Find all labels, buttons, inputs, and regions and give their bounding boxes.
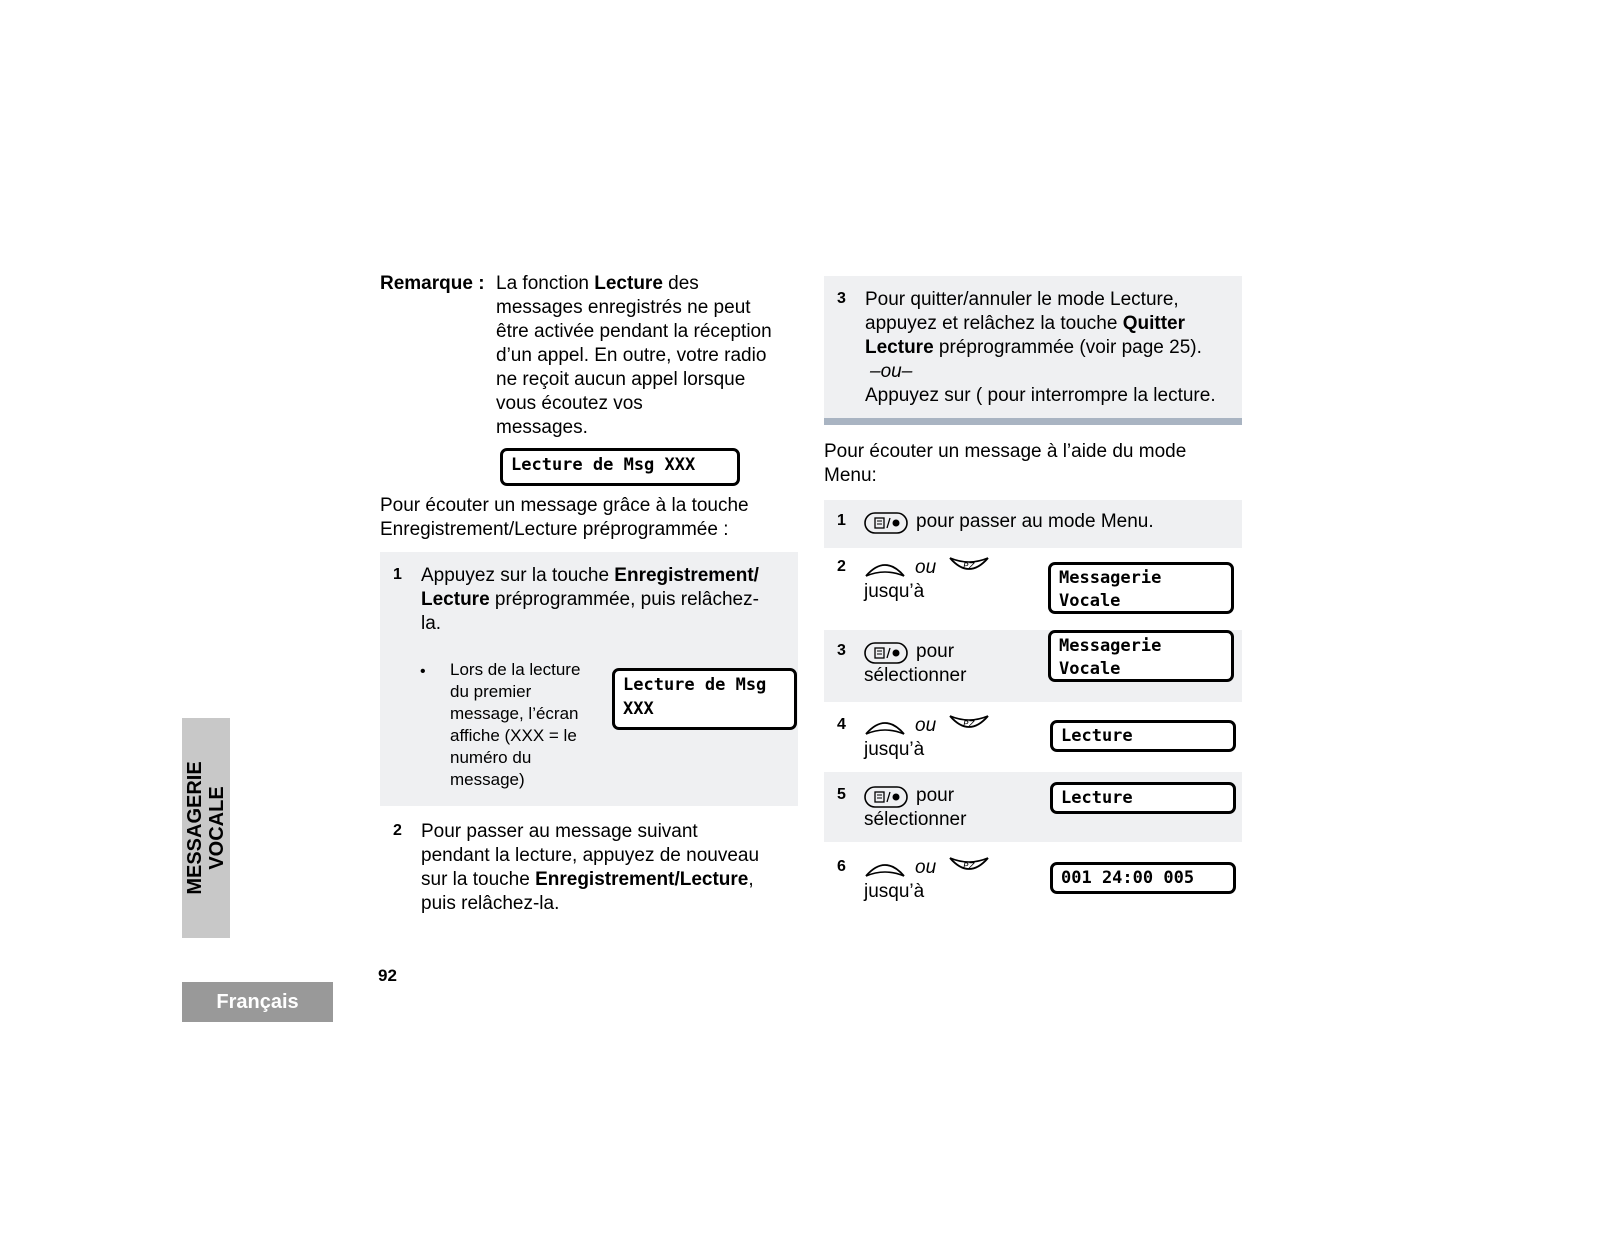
bullet-line-3: message, l’écran: [450, 704, 579, 723]
intro-left-line-2: Enregistrement/Lecture préprogrammée :: [380, 519, 729, 540]
step-2-number: 2: [393, 822, 402, 839]
intro-right-line-2: Menu:: [824, 465, 877, 486]
menu-step-2-display: Messagerie Vocale: [1048, 562, 1234, 614]
menu-step-1-number: 1: [837, 512, 846, 529]
scroll-up-icon: [864, 556, 906, 578]
menu-step-3-text-1: pour: [916, 641, 955, 662]
svg-text:PZ: PZ: [963, 562, 975, 572]
section-side-tab-label: [184, 761, 228, 894]
menu-step-2-or: ou: [915, 557, 937, 578]
language-tab: Français: [182, 982, 333, 1022]
scroll-down-icon: [948, 556, 990, 578]
page-number: 92: [378, 966, 397, 985]
bullet-mark: •: [420, 663, 426, 680]
note-line-5: ne reçoit aucun appel lorsque: [496, 369, 746, 390]
menu-step-3-text-2: sélectionner: [864, 665, 967, 686]
menu-select-icon: [864, 786, 908, 808]
right-step-3-rule: [824, 418, 1242, 425]
side-tab-line-1: MESSAGERIE: [184, 761, 206, 895]
step-1-number: 1: [393, 566, 402, 583]
scroll-up-icon: [864, 714, 906, 736]
step-1-line-2: Lecture préprogrammée, puis relâchez-: [421, 589, 759, 610]
menu-step-3-number: 3: [837, 642, 846, 659]
svg-text:PZ: PZ: [963, 720, 975, 730]
menu-step-6-or: ou: [915, 857, 937, 878]
menu-step-4-number: 4: [837, 716, 846, 733]
note-line-4: d’un appel. En outre, votre radio: [496, 345, 767, 366]
step-2-line-1: Pour passer au message suivant: [421, 821, 698, 842]
note-display: Lecture de Msg XXX: [500, 448, 740, 486]
menu-step-1-text: pour passer au mode Menu.: [916, 511, 1154, 532]
bullet-line-1: Lors de la lecture: [450, 660, 581, 679]
intro-left-line-1: Pour écouter un message grâce à la touche: [380, 495, 749, 516]
right-step-3-number: 3: [837, 290, 846, 307]
menu-step-5-display: Lecture: [1050, 782, 1236, 814]
note-line-3: être activée pendant la réception: [496, 321, 772, 342]
note-line-7: messages.: [496, 417, 588, 438]
menu-step-5-text-1: pour: [916, 785, 955, 806]
bullet-line-2: du premier: [450, 682, 532, 701]
menu-step-4-text: jusqu’à: [864, 739, 925, 760]
right-step-3-line-1: Pour quitter/annuler le mode Lecture,: [865, 289, 1179, 310]
menu-step-4-or: ou: [915, 715, 937, 736]
bullet-line-6: message): [450, 770, 525, 789]
step-2-line-3: sur la touche Enregistrement/Lecture,: [421, 869, 754, 890]
bullet-line-5: numéro du: [450, 748, 532, 767]
menu-step-6-text: jusqu’à: [864, 881, 925, 902]
menu-step-2-text: jusqu’à: [864, 581, 925, 602]
section-side-tab: [182, 718, 230, 938]
right-step-3-or: –ou–: [870, 361, 913, 382]
note-line-1: La fonction Lecture des: [496, 273, 699, 294]
intro-right-line-1: Pour écouter un message à l’aide du mode: [824, 441, 1187, 462]
note-line-2: messages enregistrés ne peut: [496, 297, 751, 318]
menu-select-icon: [864, 512, 908, 534]
note-line-6: vous écoutez vos: [496, 393, 643, 414]
note-label: Remarque :: [380, 273, 485, 294]
menu-step-6-display: 001 24:00 005: [1050, 862, 1236, 894]
menu-step-3-display: Messagerie Vocale: [1048, 630, 1234, 682]
right-step-3-line-5: Appuyez sur ( pour interrompre la lecture.: [865, 385, 1216, 406]
step-1-line-3: la.: [421, 613, 442, 634]
side-tab-line-2: VOCALE: [206, 786, 228, 870]
right-step-3-line-3: Lecture préprogrammée (voir page 25).: [865, 337, 1202, 358]
menu-step-5-number: 5: [837, 786, 846, 803]
right-step-3-line-2: appuyez et relâchez la touche Quitter: [865, 313, 1186, 334]
menu-select-icon: [864, 642, 908, 664]
menu-step-5-text-2: sélectionner: [864, 809, 967, 830]
scroll-down-icon: [948, 714, 990, 736]
menu-step-4-display: Lecture: [1050, 720, 1236, 752]
scroll-down-icon: [948, 856, 990, 878]
step-1-display: Lecture de Msg XXX: [612, 668, 797, 730]
step-2-line-4: puis relâchez-la.: [421, 893, 560, 914]
menu-step-6-number: 6: [837, 858, 846, 875]
scroll-up-icon: [864, 856, 906, 878]
menu-step-2-number: 2: [837, 558, 846, 575]
svg-text:PZ: PZ: [963, 862, 975, 872]
step-2-line-2: pendant la lecture, appuyez de nouveau: [421, 845, 760, 866]
step-1-line-1: Appuyez sur la touche Enregistrement/: [421, 565, 759, 586]
bullet-line-4: affiche (XXX = le: [450, 726, 577, 745]
